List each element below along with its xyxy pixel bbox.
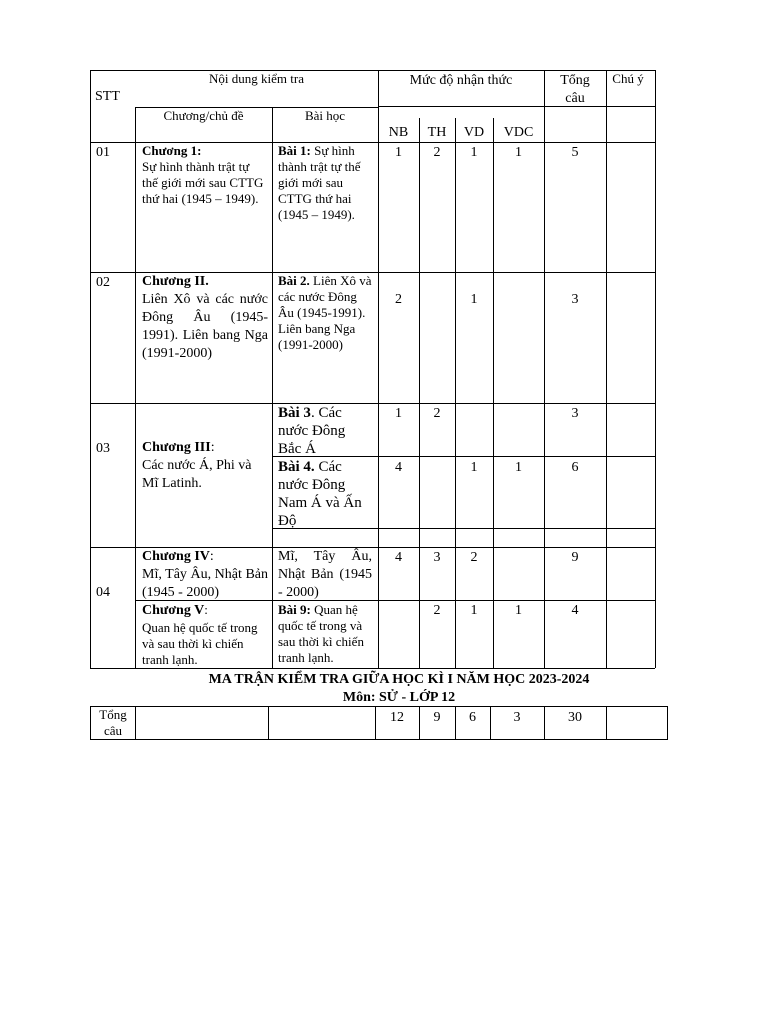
header-chapter: Chương/chủ đề <box>163 108 244 123</box>
row-04b-th: 2 <box>433 603 441 618</box>
row-04b-lesson <box>278 602 374 666</box>
header-nb: NB <box>388 125 409 140</box>
row-04b-chapter <box>142 602 268 668</box>
chapter-title: Chương III <box>142 440 211 455</box>
header-lesson: Bài học <box>304 108 346 123</box>
row-03b-total: 6 <box>571 460 579 475</box>
row-04b-vd: 1 <box>470 603 478 618</box>
chapter-text: Quan hệ quốc tế trong và sau thời kì chiến tranh lạnh. <box>142 620 258 667</box>
row-04a-chapter <box>142 548 268 602</box>
lesson-title: Bài 2. <box>278 273 310 288</box>
lesson-text: Sự hình thành trật tự thế giới mới sau CTTG thứ hai (1945 – 1949). <box>278 143 361 222</box>
lesson-title: Bài 9: <box>278 602 311 617</box>
header-level: Mức độ nhận thức <box>409 73 513 88</box>
header-th: TH <box>427 125 447 140</box>
row-03a-th: 2 <box>433 406 441 421</box>
header-vd: VD <box>463 125 485 140</box>
chapter-text: Liên Xô và các nước Đông Âu (1945-1991). Liên bang Nga (1991-2000) <box>142 292 268 361</box>
row-03a-nb: 1 <box>395 406 402 421</box>
row-03-stt: 03 <box>96 441 110 456</box>
row-02-stt: 02 <box>96 275 110 290</box>
row-04-stt: 04 <box>96 585 110 600</box>
lesson-text: Các nước Đông Nam Á và Ấn Độ <box>278 459 362 529</box>
header-stt: STT <box>95 89 120 104</box>
totals-total: 30 <box>568 710 582 725</box>
chapter-text: Mĩ, Tây Âu, Nhật Bản (1945 - 2000) <box>142 567 268 600</box>
row-03-chapter <box>142 439 268 493</box>
row-04a-vd: 2 <box>470 550 478 565</box>
chapter-colon: : <box>209 549 214 564</box>
row-01-vdc: 1 <box>515 145 522 160</box>
row-02-vd: 1 <box>470 292 478 307</box>
lesson-title: Bài 3 <box>278 405 311 421</box>
page-subtitle: Môn: SỬ - LỚP 12 <box>342 690 456 705</box>
chapter-title: Chương 1: <box>142 143 202 158</box>
lesson-text: Liên Xô và các nước Đông Âu (1945-1991). Liên bang Nga (1991-2000) <box>278 273 372 352</box>
totals-vdc: 3 <box>513 710 521 725</box>
lesson-title: Bài 4. <box>278 459 315 475</box>
chapter-text: Các nước Á, Phi và Mĩ Latinh. <box>142 458 252 491</box>
row-01-total: 5 <box>571 145 579 160</box>
row-03b-lesson <box>278 458 372 530</box>
lesson-title: Bài 1: <box>278 143 311 158</box>
row-01-th: 2 <box>433 145 441 160</box>
row-03a-total: 3 <box>571 406 579 421</box>
row-01-lesson <box>278 143 374 223</box>
row-04a-total: 9 <box>571 550 579 565</box>
row-02-total: 3 <box>571 292 579 307</box>
row-04a-th: 3 <box>433 550 441 565</box>
header-content: Nội dung kiểm tra <box>209 71 304 86</box>
lesson-text: . Các nước Đông Bắc Á <box>278 405 346 457</box>
chapter-title: Chương IV <box>142 549 210 564</box>
chapter-colon: : <box>204 602 208 617</box>
row-04a-lesson: Mĩ, Tây Âu, Nhật Bản (1945 - 2000) <box>278 549 372 600</box>
page-title: MA TRẬN KIỂM TRA GIỮA HỌC KÌ I NĂM HỌC 2023-2024 <box>208 672 590 687</box>
row-03b-vd: 1 <box>470 460 478 475</box>
row-02-nb: 2 <box>395 292 402 307</box>
row-01-vd: 1 <box>470 145 478 160</box>
totals-th: 9 <box>433 710 441 725</box>
row-01-chapter <box>142 143 268 207</box>
lesson-text: Quan hệ quốc tế trong và sau thời kì chiến tranh lạnh. <box>278 602 364 665</box>
header-total: Tổng câu <box>560 73 590 106</box>
row-04b-vdc: 1 <box>515 603 522 618</box>
row-02-chapter <box>142 273 268 363</box>
row-04a-nb: 4 <box>395 550 402 565</box>
row-03b-vdc: 1 <box>515 460 522 475</box>
row-01-stt: 01 <box>96 145 110 160</box>
row-03b-nb: 4 <box>395 460 402 475</box>
chapter-colon: : <box>210 440 215 455</box>
row-01-nb: 1 <box>395 145 402 160</box>
totals-label: Tổng câu <box>99 707 127 738</box>
header-vdc: VDC <box>503 125 534 140</box>
row-03a-lesson <box>278 404 372 458</box>
chapter-title: Chương II. <box>142 274 209 289</box>
totals-vd: 6 <box>469 710 476 725</box>
header-note: Chú ý <box>612 71 644 86</box>
row-02-lesson <box>278 273 374 353</box>
chapter-title: Chương V <box>142 603 205 618</box>
chapter-text: Sự hình thành trật tự thế giới mới sau CTTG thứ hai (1945 – 1949). <box>142 159 264 206</box>
row-04b-total: 4 <box>571 603 579 618</box>
totals-nb: 12 <box>390 710 404 725</box>
